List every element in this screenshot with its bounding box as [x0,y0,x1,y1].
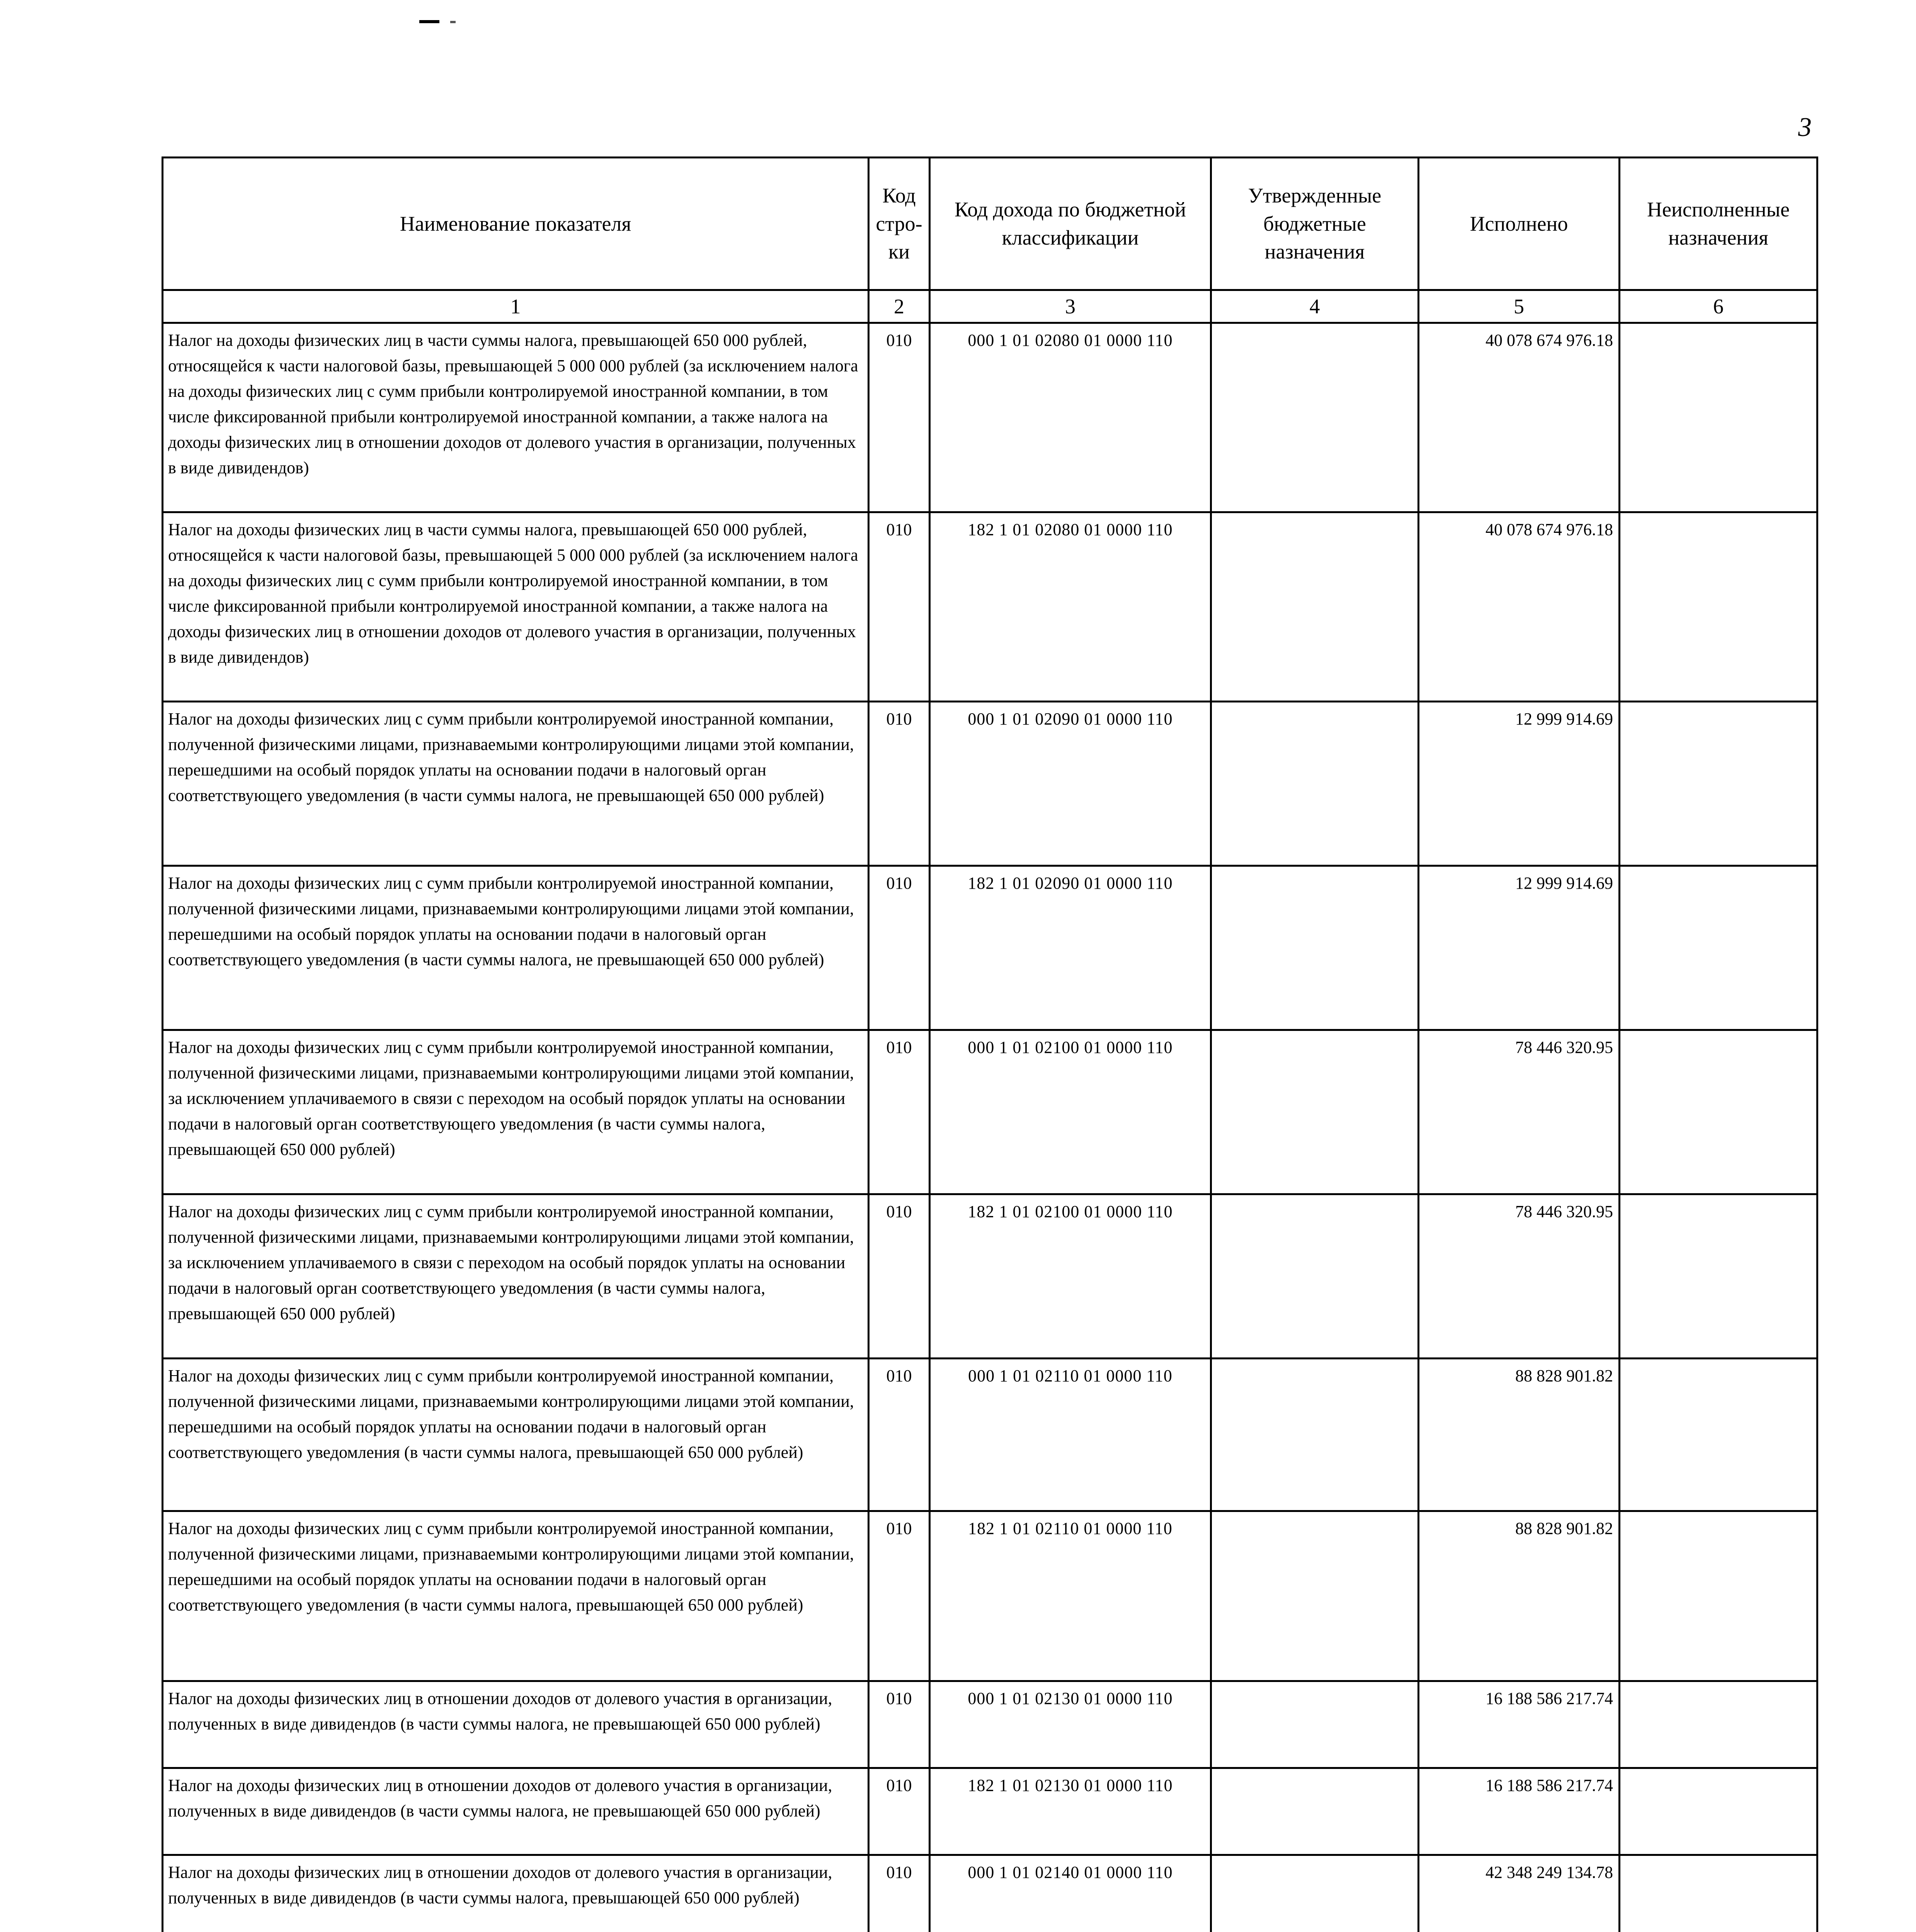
table-row [163,1511,1817,1681]
row-approved-amount [1211,1030,1419,1194]
table-row [163,1681,1817,1768]
income-report-table [162,156,1818,1932]
column-number-row [163,290,1817,323]
column-number: 6 [1620,290,1817,323]
row-unexecuted-amount [1620,1768,1817,1855]
row-budget-code: 182 1 01 02130 01 0000 110 [930,1768,1211,1855]
table-row [163,1194,1817,1359]
row-line-code: 010 [869,1194,930,1359]
header-unexecuted: Неисполненные назначения [1620,158,1817,290]
row-approved-amount [1211,1681,1419,1768]
table-header-row [163,158,1817,290]
row-unexecuted-amount [1620,323,1817,512]
row-executed-amount: 78 446 320.95 [1419,1194,1620,1359]
row-line-code: 010 [869,702,930,866]
row-unexecuted-amount [1620,1359,1817,1511]
row-approved-amount [1211,866,1419,1030]
row-unexecuted-amount [1620,1855,1817,1932]
table-body [163,323,1817,1932]
row-budget-code: 182 1 01 02110 01 0000 110 [930,1511,1211,1681]
row-line-code: 010 [869,866,930,1030]
column-number: 2 [869,290,930,323]
row-line-code: 010 [869,1359,930,1511]
row-name: Налог на доходы физических лиц с сумм прибыли контролируемой иностранной компании, полученной физическими лицами, признаваемыми контролирующими лицами этой компании, перешедшими на особый порядок уплаты на основании подачи в налоговый орган соответствующего уведомления (в части суммы налога, превышающей 650 000 рублей) [163,1359,869,1511]
row-budget-code: 000 1 01 02130 01 0000 110 [930,1681,1211,1768]
row-budget-code: 000 1 01 02080 01 0000 110 [930,323,1211,512]
table-row [163,866,1817,1030]
table-row [163,1768,1817,1855]
row-name: Налог на доходы физических лиц с сумм прибыли контролируемой иностранной компании, полученной физическими лицами, признаваемыми контролирующими лицами этой компании, перешедшими на особый порядок уплаты на основании подачи в налоговый орган соответствующего уведомления (в части суммы налога, не превышающей 650 000 рублей) [163,866,869,1030]
column-number: 3 [930,290,1211,323]
row-name: Налог на доходы физических лиц с сумм прибыли контролируемой иностранной компании, полученной физическими лицами, признаваемыми контролирующими лицами этой компании, за исключением уплачиваемого в связи с переходом на особый порядок уплаты на основании подачи в налоговый орган соответствующего уведомления (в части суммы налога, превышающей 650 000 рублей) [163,1194,869,1359]
row-name: Налог на доходы физических лиц в отношении доходов от долевого участия в организации, полученных в виде дивидендов (в части суммы налога, не превышающей 650 000 рублей) [163,1768,869,1855]
row-approved-amount [1211,1855,1419,1932]
row-name: Налог на доходы физических лиц в отношении доходов от долевого участия в организации, полученных в виде дивидендов (в части суммы налога, не превышающей 650 000 рублей) [163,1681,869,1768]
row-executed-amount: 16 188 586 217.74 [1419,1681,1620,1768]
header-indicator-name: Наименование показателя [163,158,869,290]
row-approved-amount [1211,1768,1419,1855]
header-approved: Утвержденные бюджетные назначения [1211,158,1419,290]
table-row [163,1855,1817,1932]
row-executed-amount: 12 999 914.69 [1419,702,1620,866]
row-line-code: 010 [869,323,930,512]
row-budget-code: 000 1 01 02110 01 0000 110 [930,1359,1211,1511]
row-budget-code: 000 1 01 02090 01 0000 110 [930,702,1211,866]
row-executed-amount: 16 188 586 217.74 [1419,1768,1620,1855]
scan-artifact [419,20,439,23]
row-name: Налог на доходы физических лиц с сумм прибыли контролируемой иностранной компании, полученной физическими лицами, признаваемыми контролирующими лицами этой компании, перешедшими на особый порядок уплаты на основании подачи в налоговый орган соответствующего уведомления (в части суммы налога, не превышающей 650 000 рублей) [163,702,869,866]
row-name: Налог на доходы физических лиц с сумм прибыли контролируемой иностранной компании, полученной физическими лицами, признаваемыми контролирующими лицами этой компании, перешедшими на особый порядок уплаты на основании подачи в налоговый орган соответствующего уведомления (в части суммы налога, превышающей 650 000 рублей) [163,1511,869,1681]
row-executed-amount: 42 348 249 134.78 [1419,1855,1620,1932]
row-unexecuted-amount [1620,1681,1817,1768]
header-budget-code: Код дохода по бюджетной классификации [930,158,1211,290]
header-line-code: Код стро-ки [869,158,930,290]
row-budget-code: 182 1 01 02090 01 0000 110 [930,866,1211,1030]
row-executed-amount: 88 828 901.82 [1419,1359,1620,1511]
row-unexecuted-amount [1620,1030,1817,1194]
column-number: 4 [1211,290,1419,323]
row-executed-amount: 78 446 320.95 [1419,1030,1620,1194]
row-unexecuted-amount [1620,866,1817,1030]
row-name: Налог на доходы физических лиц с сумм прибыли контролируемой иностранной компании, полученной физическими лицами, признаваемыми контролирующими лицами этой компании, за исключением уплачиваемого в связи с переходом на особый порядок уплаты на основании подачи в налоговый орган соответствующего уведомления (в части суммы налога, превышающей 650 000 рублей) [163,1030,869,1194]
table-row [163,323,1817,512]
row-budget-code: 000 1 01 02100 01 0000 110 [930,1030,1211,1194]
row-executed-amount: 40 078 674 976.18 [1419,323,1620,512]
row-approved-amount [1211,1194,1419,1359]
row-budget-code: 182 1 01 02080 01 0000 110 [930,512,1211,702]
row-executed-amount: 88 828 901.82 [1419,1511,1620,1681]
page-number: 3 [1798,112,1812,142]
table-row [163,702,1817,866]
row-name: Налог на доходы физических лиц в части суммы налога, превышающей 650 000 рублей, относящейся к части налоговой базы, превышающей 5 000 000 рублей (за исключением налога на доходы физических лиц с сумм прибыли контролируемой иностранной компании, в том числе фиксированной прибыли контролируемой иностранной компании, а также налога на доходы физических лиц в отношении доходов от долевого участия в организации, полученных в виде дивидендов) [163,512,869,702]
row-approved-amount [1211,702,1419,866]
row-name: Налог на доходы физических лиц в части суммы налога, превышающей 650 000 рублей, относящейся к части налоговой базы, превышающей 5 000 000 рублей (за исключением налога на доходы физических лиц с сумм прибыли контролируемой иностранной компании, в том числе фиксированной прибыли контролируемой иностранной компании, а также налога на доходы физических лиц в отношении доходов от долевого участия в организации, полученных в виде дивидендов) [163,323,869,512]
row-line-code: 010 [869,512,930,702]
row-unexecuted-amount [1620,512,1817,702]
table-row [163,512,1817,702]
row-unexecuted-amount [1620,1511,1817,1681]
column-number: 1 [163,290,869,323]
row-budget-code: 182 1 01 02100 01 0000 110 [930,1194,1211,1359]
row-line-code: 010 [869,1681,930,1768]
row-name: Налог на доходы физических лиц в отношении доходов от долевого участия в организации, полученных в виде дивидендов (в части суммы налога, превышающей 650 000 рублей) [163,1855,869,1932]
row-budget-code: 000 1 01 02140 01 0000 110 [930,1855,1211,1932]
column-number: 5 [1419,290,1620,323]
row-executed-amount: 40 078 674 976.18 [1419,512,1620,702]
scan-artifact [450,21,456,23]
row-line-code: 010 [869,1855,930,1932]
row-line-code: 010 [869,1768,930,1855]
row-approved-amount [1211,1359,1419,1511]
row-unexecuted-amount [1620,1194,1817,1359]
header-executed: Исполнено [1419,158,1620,290]
row-approved-amount [1211,323,1419,512]
row-line-code: 010 [869,1511,930,1681]
row-executed-amount: 12 999 914.69 [1419,866,1620,1030]
row-approved-amount [1211,512,1419,702]
table-row [163,1359,1817,1511]
table-row [163,1030,1817,1194]
row-line-code: 010 [869,1030,930,1194]
row-approved-amount [1211,1511,1419,1681]
row-unexecuted-amount [1620,702,1817,866]
